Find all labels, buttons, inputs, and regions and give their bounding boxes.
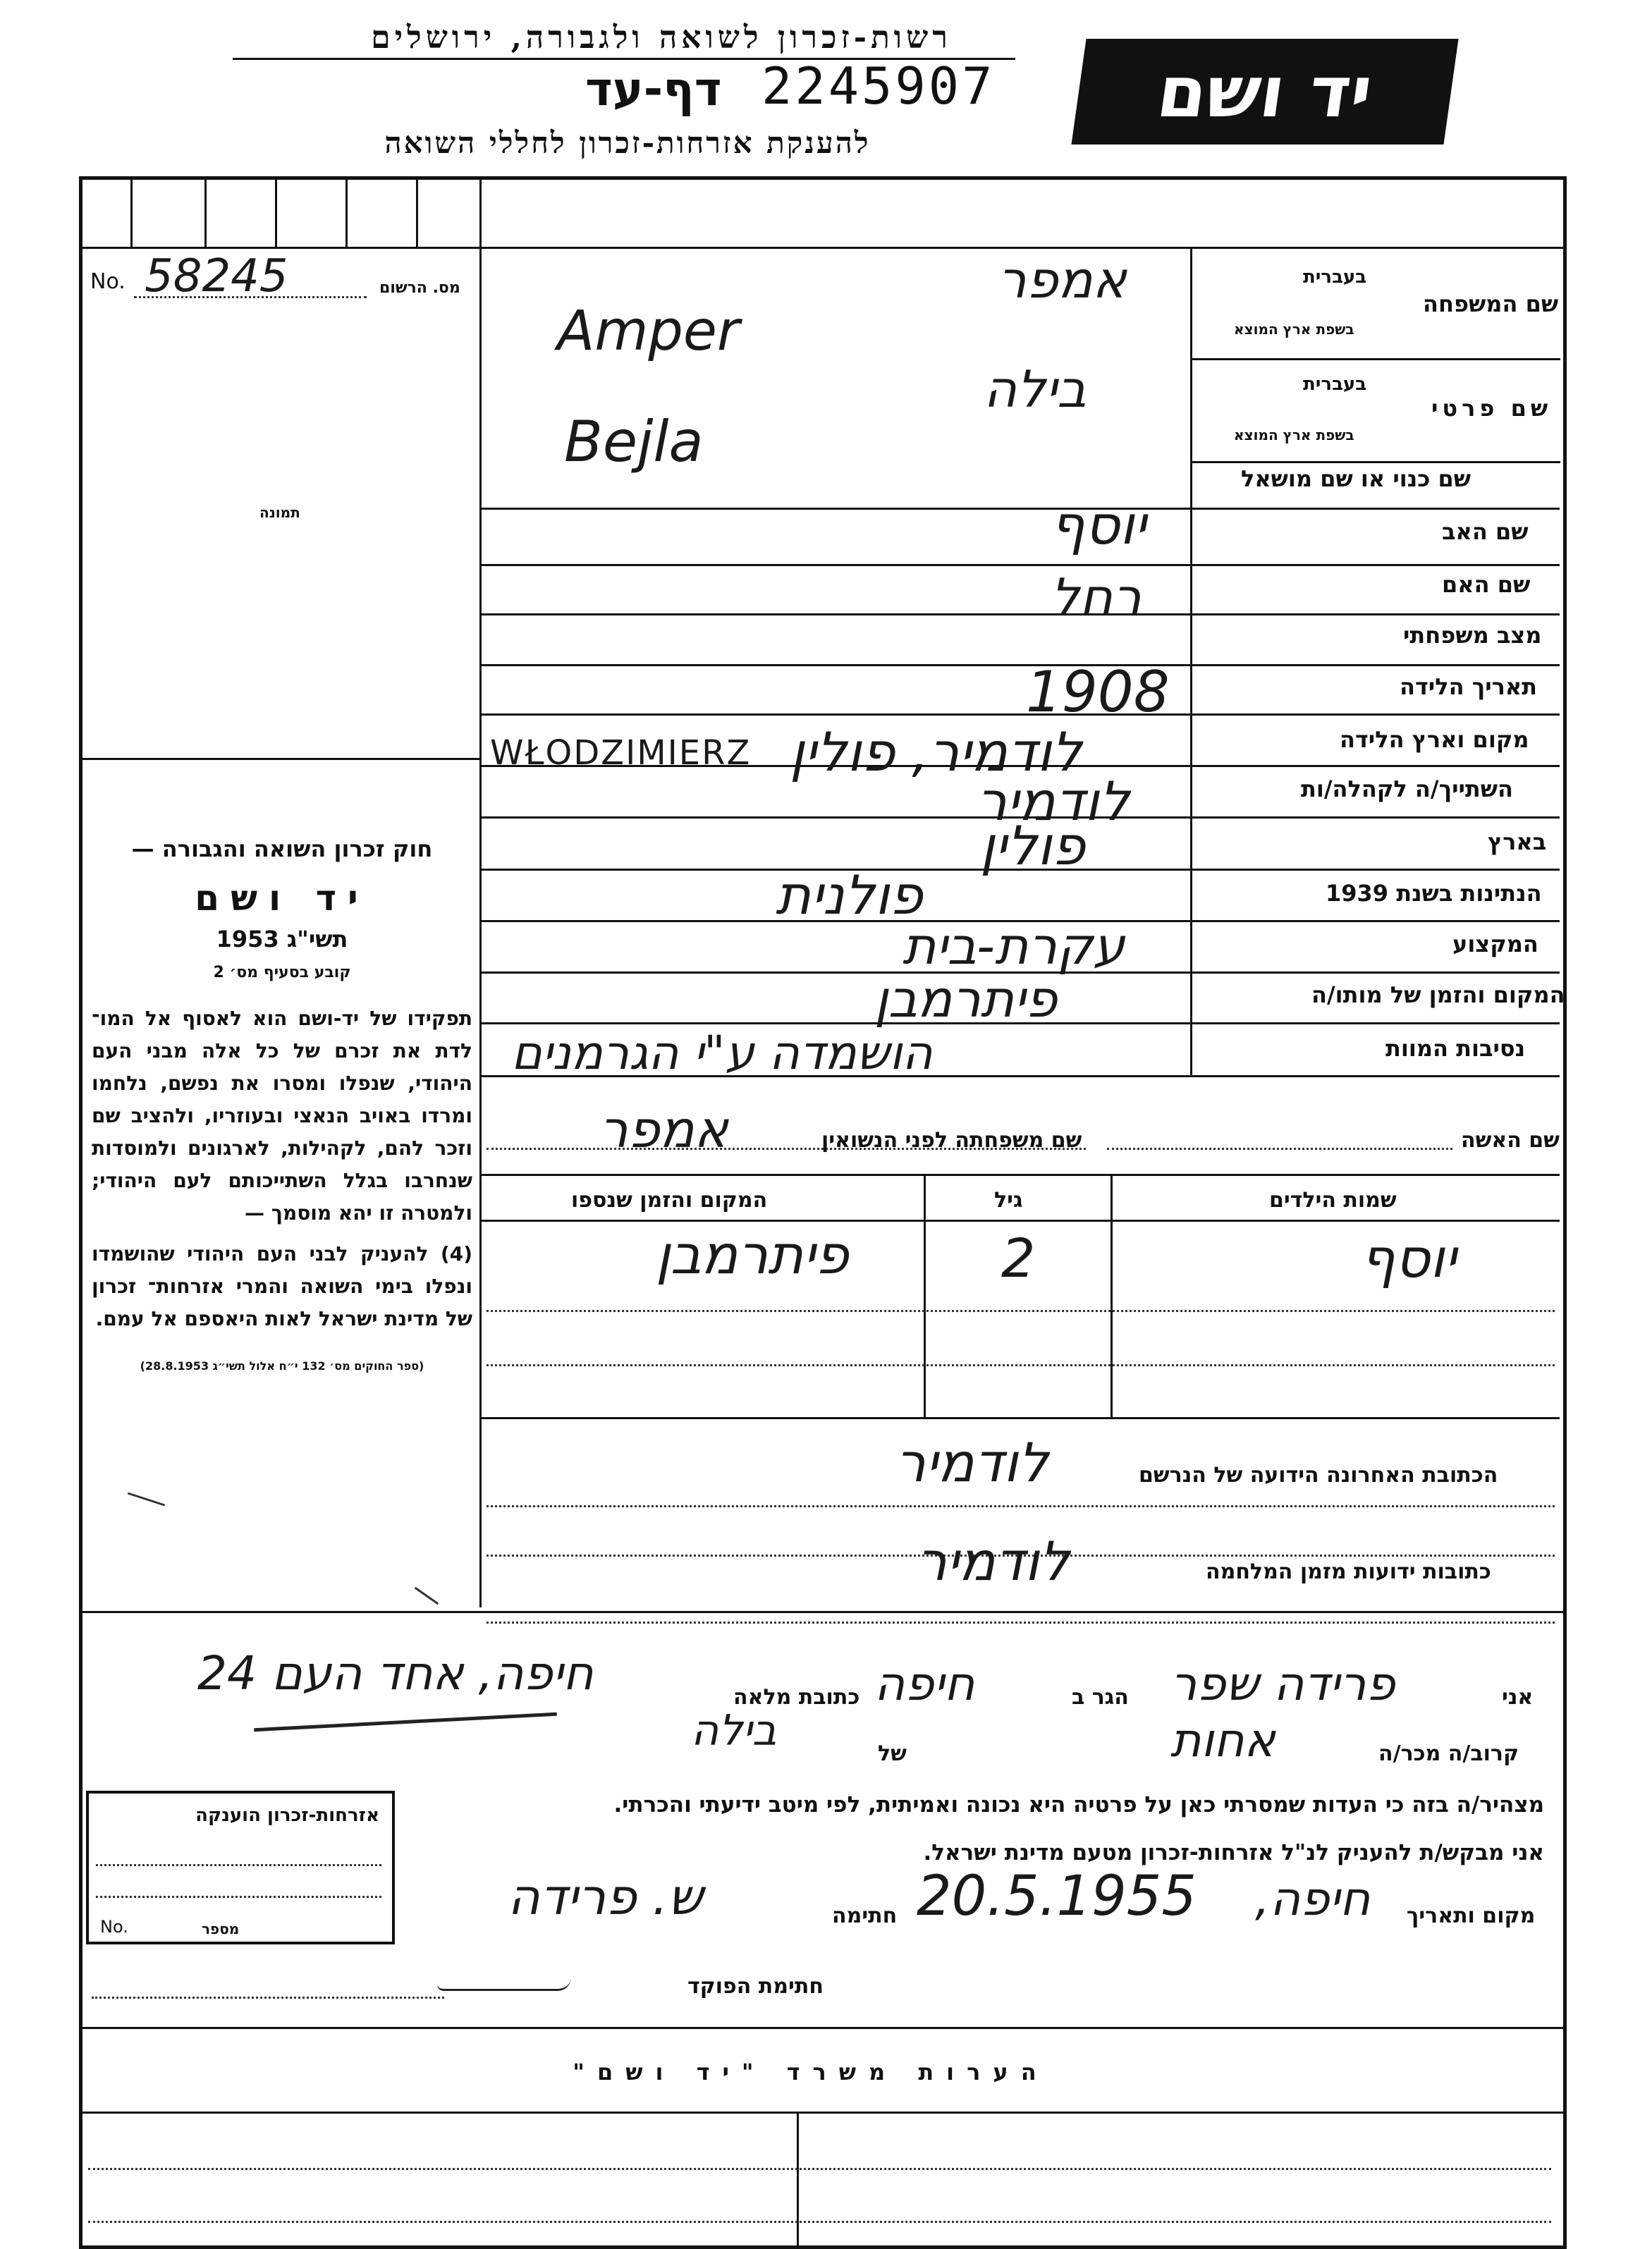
war-address-label: כתובות ידועות מזמן המלחמה: [1206, 1559, 1491, 1584]
birth-date-value: 1908: [1026, 659, 1170, 725]
mother-name-label: שם האם: [1442, 571, 1531, 598]
birth-place-hebrew: לודמיר, פולין: [790, 721, 1082, 783]
family-name-hebrew: אמפר: [998, 250, 1127, 310]
first-name-origin-sublabel: בשפת ארץ המוצא: [1234, 427, 1354, 443]
community-label: השתייך/ה לקהלה/ות: [1301, 776, 1514, 802]
country-label: בארץ: [1488, 828, 1547, 855]
law-block: [92, 835, 472, 1373]
profession-value: עקרת-בית: [903, 917, 1125, 976]
first-name-hebrew: בילה: [984, 360, 1087, 419]
marital-status-label: מצב משפחתי: [1403, 622, 1542, 649]
community-value: לודמיר: [977, 770, 1130, 833]
signature-value: ש. פרידה: [508, 1868, 703, 1926]
wife-name-label: שם האשה: [1461, 1128, 1560, 1153]
photo-label: תמונה: [259, 504, 300, 521]
declarant-city-value: חיפה: [874, 1657, 975, 1711]
birth-place-latin: WŁODZIMIERZ: [490, 733, 752, 773]
registration-no-label: No.: [90, 269, 126, 294]
declarant-address-value: חיפה, אחד העם 24: [197, 1646, 594, 1700]
citizenship-1939-label: הנתינות בשנת 1939: [1326, 880, 1542, 907]
relation-label: קרוב/ה מכר/ה: [1378, 1741, 1519, 1766]
citizenship-box-number-label: מספר: [202, 1920, 240, 1937]
mother-name-value: רחל: [1051, 568, 1142, 627]
relation-of-value: בילה: [691, 1706, 777, 1755]
death-cause-label: נסיבות המוות: [1385, 1035, 1526, 1062]
law-paragraph-2: (4) להעניק לבני העם היהודי שהושמדו ונפלו בימי השואה והמרי אזרחות־ זכרון של מדינת ישראל לאות היאספם אל עמם.: [92, 1242, 472, 1330]
profession-label: המקצוע: [1452, 931, 1538, 957]
death-place-label: המקום והזמן של מותו/ה: [1311, 981, 1565, 1008]
form-title: דף-עד: [585, 62, 722, 116]
law-clause: קובע בסעיף מס׳ 2: [213, 964, 351, 981]
child-death-place: פיתרמבן: [656, 1223, 849, 1286]
relation-of-label: של: [878, 1741, 907, 1766]
first-name-hebrew-sublabel: בעברית: [1303, 374, 1367, 395]
maiden-name-label: שם משפחתה לפני הנשואין: [821, 1128, 1082, 1153]
child-name: יוסף: [1361, 1227, 1457, 1289]
family-name-latin: Amper: [557, 300, 740, 363]
family-name-label: שם המשפחה: [1423, 290, 1559, 317]
country-value: פולין: [980, 814, 1086, 877]
death-place-value: פיתרמבן: [874, 969, 1058, 1029]
father-name-label: שם האב: [1442, 518, 1529, 545]
death-cause-value: הושמדה ע"י הגרמנים: [511, 1026, 933, 1080]
declaration-text: מצהיר/ה בזה כי העדות שמסרתי כאן על פרטיה היא נכונה ואמיתית, לפי מיטב ידיעתי והכרתי.: [613, 1792, 1544, 1818]
inspector-signature-scribble: [437, 1978, 571, 1991]
relation-value: אחות: [1170, 1713, 1275, 1767]
law-title: חוק זכרון השואה והגבורה —: [131, 835, 433, 862]
father-name-value: יוסף: [1051, 494, 1146, 556]
last-address-value: לודמיר: [895, 1431, 1048, 1494]
law-name: יד ושם: [195, 878, 369, 919]
children-place-header: המקום והזמן שנספו: [571, 1188, 768, 1213]
citizenship-box-no-label: No.: [100, 1917, 128, 1937]
citizenship-granted-box: [86, 1791, 395, 1944]
registration-label: מס. הרשום: [379, 279, 460, 297]
logo-text: יד ושם: [1152, 50, 1378, 133]
declarant-name-value: פרידה שפר: [1170, 1657, 1395, 1711]
family-name-origin-sublabel: בשפת ארץ המוצא: [1234, 321, 1354, 338]
request-text: אני מבקש/ת להעניק לנ"ל אזרחות-זכרון מטעם מדינת ישראל.: [923, 1840, 1544, 1865]
declarant-lives-label: הגר ב: [1072, 1685, 1129, 1710]
law-citation: (ספר החוקים מס׳ 132 י״ח אלול תשי״ג 28.8.1953): [140, 1359, 424, 1373]
declarant-address-label: כתובת מלאה: [733, 1685, 860, 1710]
date-value: 20.5.1955: [917, 1865, 1197, 1928]
child-age: 2: [1001, 1227, 1036, 1289]
citizenship-value: פולנית: [776, 864, 923, 926]
war-address-value: לודמיר: [917, 1530, 1070, 1593]
first-name-label: שם פרטי: [1431, 395, 1553, 422]
children-names-header: שמות הילדים: [1269, 1188, 1397, 1213]
authority-heading: רשות-זכרון לשואה ולגבורה, ירושלים: [371, 20, 952, 56]
law-year: תשי"ג 1953: [216, 926, 348, 952]
citizenship-box-title: אזרחות-זכרון הוענקה: [195, 1805, 379, 1826]
place-date-label: מקום ותאריך: [1407, 1904, 1536, 1928]
first-name-latin: Bejla: [564, 409, 704, 474]
birth-date-label: תאריך הלידה: [1400, 673, 1538, 700]
family-name-hebrew-sublabel: בעברית: [1303, 266, 1367, 288]
form-number: 2245907: [761, 56, 996, 116]
nickname-label: שם כנוי או שם מושאל: [1241, 465, 1471, 492]
form-subtitle: להענקת אזרחות-זכרון לחללי השואה: [384, 125, 871, 160]
last-address-label: הכתובת האחרונה הידועה של הנרשם: [1139, 1463, 1498, 1488]
inspector-signature-label: חתימת הפוקד: [687, 1974, 824, 1999]
yad-vashem-logo: [1071, 39, 1458, 145]
signature-label: חתימה: [832, 1904, 898, 1928]
maiden-name-value: אמפר: [599, 1100, 728, 1159]
birth-place-label: מקום וארץ הלידה: [1340, 726, 1529, 753]
law-paragraph-1: תפקידו של יד-ושם הוא לאסוף אל המו־ לדת את זכרם של כל אלה מבני העם היהודי, שנפלו ומסרו את נפשם, נלחמו ומרדו באויב הנאצי ובעוזריו, ולהציב שם וזכר להם, לקהילות, לארגונים ולמוסדות שנחרבו בגלל השתייכותם לעם היהודי; ולמטרה זו יהא מוסמך —: [92, 1007, 472, 1225]
registration-no-value: 58245: [145, 250, 288, 302]
declarant-i-label: אני: [1502, 1685, 1534, 1710]
place-value: חיפה,: [1255, 1872, 1371, 1926]
office-notes-title: הערות משרד "יד ושם": [573, 2059, 1049, 2085]
children-age-header: גיל: [994, 1188, 1023, 1213]
